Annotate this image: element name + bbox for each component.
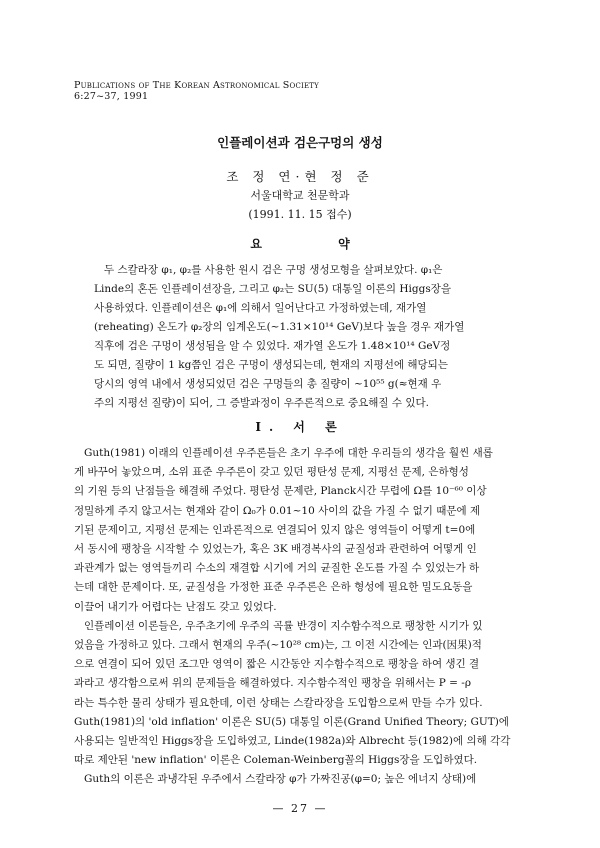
paper-authors: 조 정 연·현 정 준 [226, 169, 374, 184]
paper-title: 인플레이션과 검은구멍의 생성 [217, 135, 383, 150]
journal-volume: 6:27~37, 1991 [74, 91, 149, 102]
body-line: 정밀하게 주지 않고서는 현재와 같이 Ω₀가 0.01~10 사이의 값을 가질 수 없기 때문에 제 [74, 504, 481, 517]
body-line: Guth(1981) 이래의 인플레이션 우주론들은 초기 우주에 대한 우리들의 생각을 훨씬 새롭 [84, 447, 493, 459]
author-affiliation: 서울대학교 천문학과 [250, 189, 350, 202]
body-line: Guth(1981)의 'old inflation' 이론은 SU(5) 대통일 이론(Grand Unified Theory; GUT)에 [74, 715, 509, 728]
body-line: 으로 연결이 되어 있던 조그만 영역이 짧은 시간동안 지수함수적으로 팽창을 하여 생긴 결 [74, 658, 480, 671]
abstract-line: Linde의 혼돈 인플레이션장을, 그리고 φ₂는 SU(5) 대통일 이론의 Higgs장을 [94, 283, 452, 295]
body-line: 과라고 생각함으로써 위의 문제들을 해결하였다. 지수함수적인 팽창을 위해서는 P = -ρ [74, 677, 472, 690]
body-line: 었음을 가정하고 있다. 그래서 현재의 우주(~10²⁸ cm)는, 그 이전 시간에는 인과(因果)적 [74, 639, 482, 652]
journal-header [74, 80, 319, 102]
body-line: 사용되는 일반적인 Higgs장을 도입하였고, Linde(1982a)와 Albrecht 등(1982)에 의해 각각 [74, 735, 511, 748]
received-date: (1991. 11. 15 접수) [248, 208, 352, 221]
abstract-line: 직후에 검은 구멍이 생성됨을 알 수 있었다. 재가열 온도가 1.48×10¹⁴ GeV정 [94, 340, 451, 352]
journal-name: Publications of The Korean Astronomical Society [74, 80, 319, 91]
abstract-line: 두 스칼라장 φ₁, φ₂를 사용한 원시 검은 구멍 생성모형을 살펴보았다. φ₁은 [104, 264, 443, 276]
abstract-heading: 요 약 [250, 237, 386, 251]
body-text [74, 444, 538, 790]
section-heading-introduction: I. 서 론 [255, 420, 345, 434]
body-line: 게 바꾸어 놓았으며, 소위 표준 우주론이 갖고 있던 평탄성 문제, 지평선 문제, 은하형성 [74, 466, 469, 479]
body-line: 기된 문제이고, 지평선 문제는 인과론적으로 연결되어 있지 않은 영역들이 어떻게 t=0에 [74, 523, 476, 536]
body-line: 이끌어 내기가 어렵다는 난점도 갖고 있었다. [74, 600, 277, 613]
body-line: 과관계가 없는 영역들끼리 수소의 재결합 시기에 거의 균질한 온도를 가질 수 있었는가 하 [74, 562, 480, 575]
abstract-line: 도 되면, 질량이 1 kg쯤인 검은 구멍이 생성되는데, 현재의 지평선에 해당되는 [94, 359, 448, 371]
abstract-line: (reheating) 온도가 φ₂장의 임계온도(~1.31×10¹⁴ GeV)보다 높을 경우 재가열 [94, 321, 465, 333]
abstract-line: 당시의 영역 내에서 생성되었던 검은 구멍들의 총 질량이 ~10⁵⁵ g(≈현재 우 [94, 378, 442, 390]
page-number: — 27 — [272, 802, 328, 815]
abstract [94, 261, 514, 413]
body-line: 따로 제안된 'new inflation' 이론은 Coleman-Weinberg꼴의 Higgs장을 도입하였다. [74, 754, 478, 767]
body-line: 서 동시에 팽창을 시작할 수 있었는가, 혹은 3K 배경복사의 균질성과 관련하여 어떻게 인 [74, 543, 477, 556]
abstract-line: 사용하였다. 인플레이션은 φ₁에 의해서 일어난다고 가정하였는데, 재가열 [94, 302, 427, 314]
body-line: 의 기원 등의 난점들을 해결해 주었다. 평탄성 문제란, Planck시간 무렵에 Ω를 10⁻⁶⁰ 이상 [74, 485, 487, 498]
body-line: 인플레이션 이론들은, 우주초기에 우주의 곡률 반경이 지수함수적으로 팽창한 시기가 있 [84, 619, 483, 632]
body-line: 라는 특수한 물리 상태가 필요한데, 이런 상태는 스칼라장을 도입함으로써 만들 수가 있다. [74, 696, 483, 709]
body-line: Guth의 이론은 과냉각된 우주에서 스칼라장 φ가 가짜진공(φ=0; 높은 에너지 상태)에 [84, 773, 477, 786]
abstract-line: 주의 지평선 질량)이 되어, 그 증발과정이 우주론적으로 중요해질 수 있다. [94, 397, 429, 409]
body-line: 는데 대한 문제이다. 또, 균질성을 가정한 표준 우주론은 은하 형성에 필요한 밀도요동을 [74, 581, 473, 594]
